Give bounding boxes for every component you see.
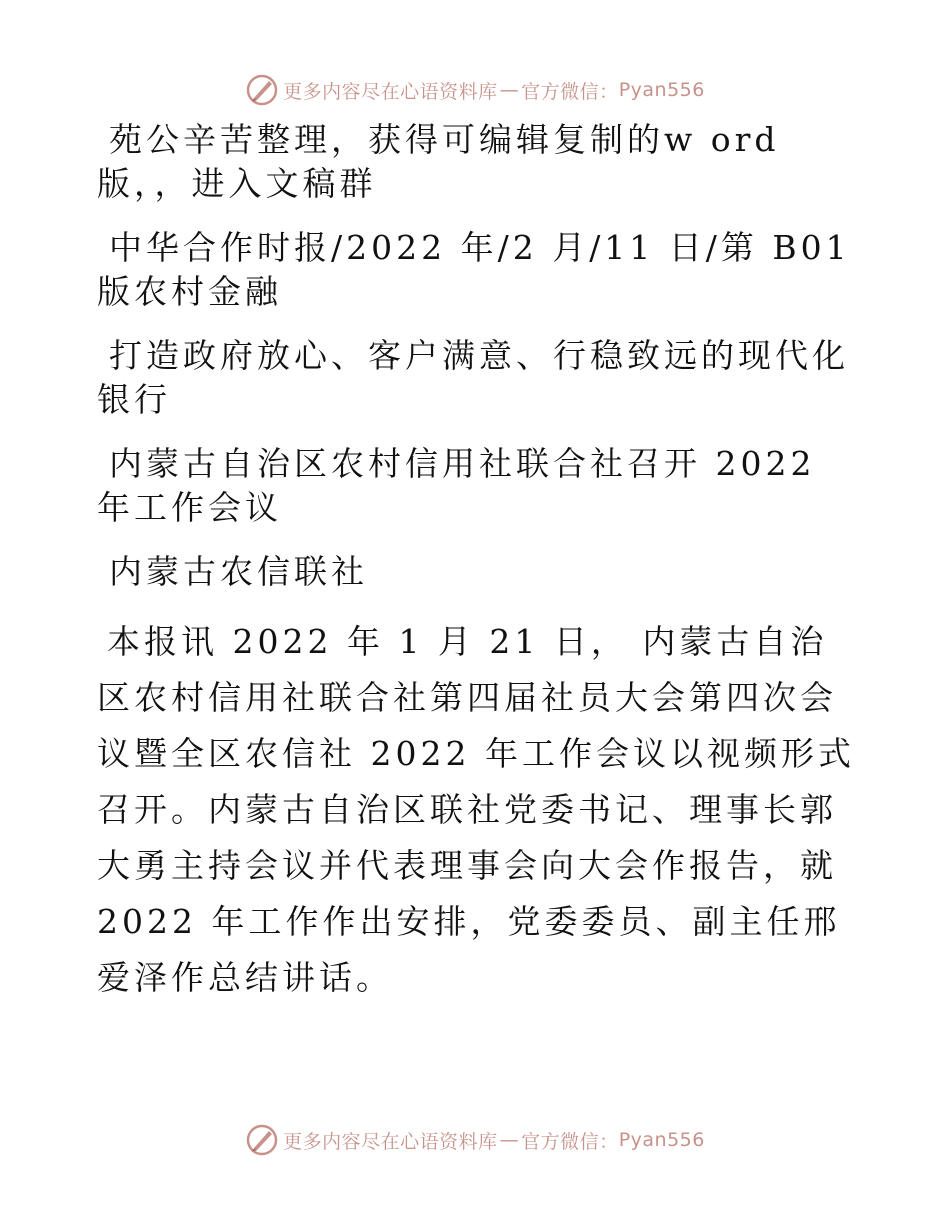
article-body-paragraph [97, 614, 857, 1006]
article-author-text: 内蒙古农信联社 [109, 552, 368, 591]
watermark-text: 更多内容尽在心语资料库 [283, 80, 498, 103]
watermark-handle: Pyan556 [618, 79, 705, 101]
paragraph-source-text: 中华合作时报/2022 年/2 月/11 日/第 B01 版农村金融 [97, 228, 851, 311]
article-title [97, 334, 857, 422]
paragraph-source [97, 226, 857, 314]
article-subtitle-text: 内蒙古自治区农村信用社联合社召开 2022 年工作会议 [97, 444, 816, 527]
article-body-text: 本报讯 2022 年 1 月 21 日， 内蒙古自治区农村信用社联合社第四届社员大会第四次会议暨全区农信社 2022 年工作会议以视频形式召开。内蒙古自治区联社党委书记、理事长郭大勇主持会议并代表理事会向大会作报告，就 2022 年工作作出安排，党委委员、副主任邢爱泽作总结讲话。 [97, 622, 855, 997]
document-body [97, 118, 857, 1026]
header-watermark [0, 70, 950, 110]
watermark-wechat-label: 官方微信： [521, 1130, 619, 1153]
quill-pen-logo-icon [245, 1123, 279, 1157]
footer-watermark [0, 1120, 950, 1160]
watermark-separator: — [499, 79, 520, 101]
watermark-separator: — [499, 1129, 520, 1151]
paragraph-note [97, 118, 857, 206]
article-title-text: 打造政府放心、客户满意、行稳致远的现代化银行 [97, 336, 849, 419]
watermark-text: 更多内容尽在心语资料库 [283, 1130, 498, 1153]
article-author [97, 550, 857, 594]
paragraph-note-text: 苑公辛苦整理，获得可编辑复制的w ord版，，进入文稿群 [97, 120, 780, 203]
watermark-wechat-label: 官方微信： [521, 80, 619, 103]
watermark-handle: Pyan556 [618, 1129, 705, 1151]
quill-pen-logo-icon [245, 73, 279, 107]
article-subtitle [97, 442, 857, 530]
